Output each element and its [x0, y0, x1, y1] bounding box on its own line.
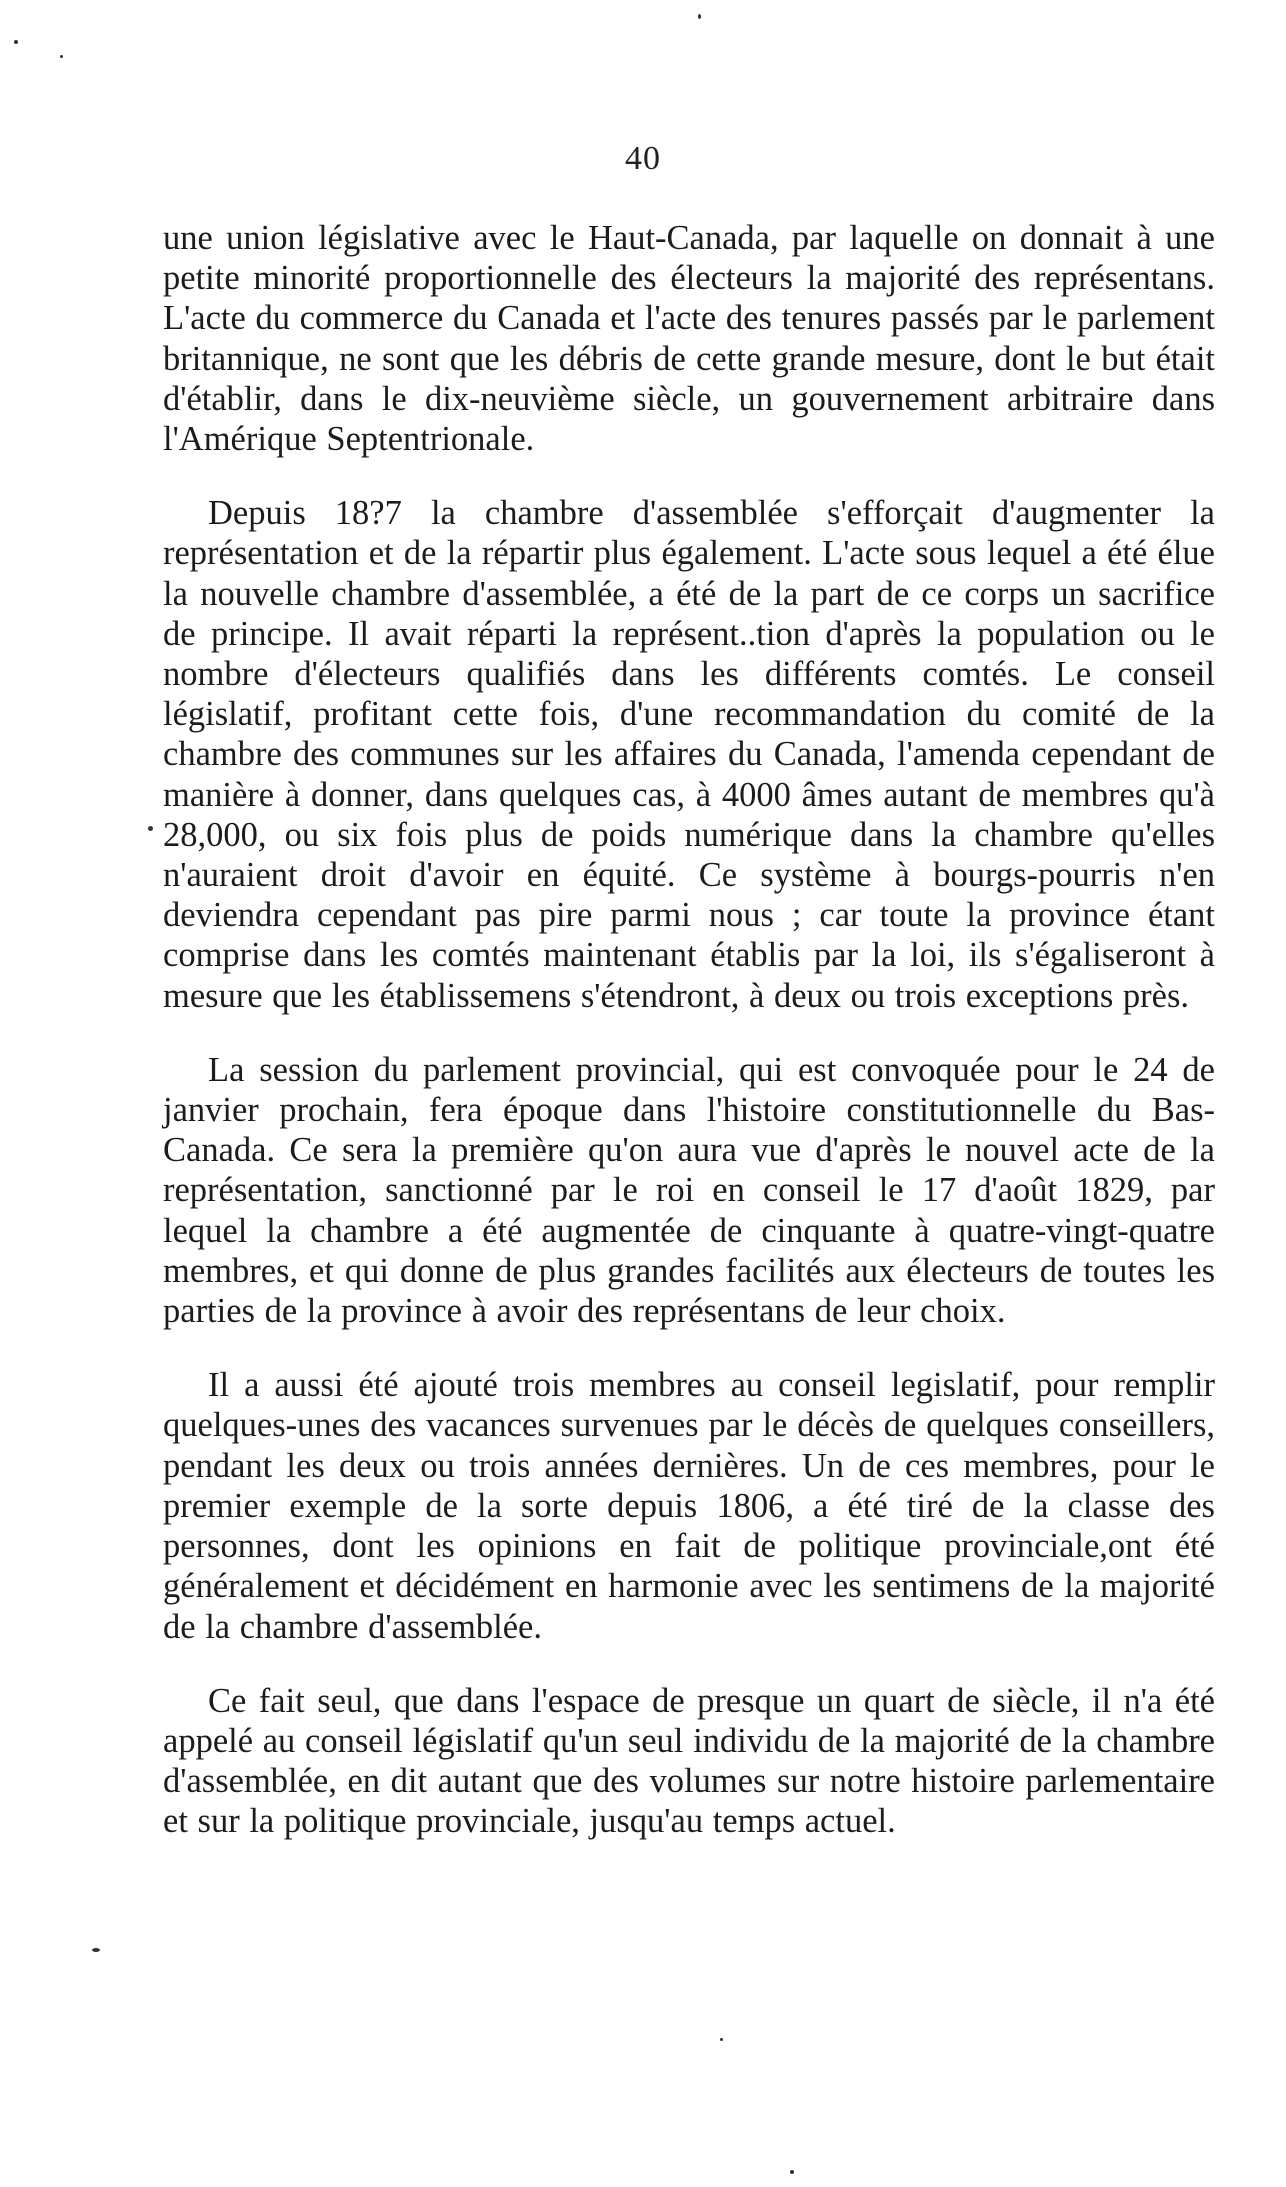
scan-speck [790, 2170, 794, 2174]
scan-speck [148, 826, 153, 831]
paragraph-3: La session du parlement provincial, qui est convoquée pour le 24 de janvier prochain, fera époque dans l'histoire constitutionnelle du Bas-Canada. Ce sera la première qu'on aura vue d'après le nouvel acte de la représentation, sanctionné par le roi en conseil le 17 d'août 1829, par lequel la chambre a été augmentée de cinquante à quatre-vingt-quatre membres, et qui donne de plus grandes facilités aux électeurs de toutes les parties de la province à avoir des représentans de leur choix. [163, 1050, 1215, 1331]
scan-speck [60, 55, 63, 58]
scan-speck [14, 40, 18, 44]
scan-speck [720, 2038, 723, 2041]
body-text [163, 218, 1215, 1876]
page-number: 40 [625, 140, 661, 177]
paragraph-2: Depuis 18?7 la chambre d'assemblée s'efforçait d'augmenter la représentation et de la répartir plus également. L'acte sous lequel a été élue la nouvelle chambre d'assemblée, a été de la part de ce corps un sacrifice de principe. Il avait réparti la représent..tion d'après la population ou le nombre d'électeurs qualifiés dans les différents comtés. Le conseil législatif, profitant cette fois, d'une recommandation du comité de la chambre des communes sur les affaires du Canada, l'amenda cependant de manière à donner, dans quelques cas, à 4000 âmes autant de membres qu'à 28,000, ou six fois plus de poids numérique dans la chambre qu'elles n'auraient droit d'avoir en équité. Ce système à bourgs-pourris n'en deviendra cependant pas pire parmi nous ; car toute la province étant comprise dans les comtés maintenant établis par la loi, ils s'égaliseront à mesure que les établissemens s'étendront, à deux ou trois exceptions près. [163, 494, 1215, 1015]
scan-speck [698, 14, 701, 19]
scan-speck [92, 1948, 100, 1952]
paragraph-5: Ce fait seul, que dans l'espace de presque un quart de siècle, il n'a été appelé au conseil législatif qu'un seul individu de la majorité de la chambre d'assemblée, en dit autant que des volumes sur notre histoire parlementaire et sur la politique provinciale, jusqu'au temps actuel. [163, 1681, 1215, 1841]
paragraph-1: une union législative avec le Haut-Canada, par laquelle on donnait à une petite minorité proportionnelle des électeurs la majorité des représentans. L'acte du commerce du Canada et l'acte des tenures passés par le parlement britannique, ne sont que les débris de cette grande mesure, dont le but était d'établir, dans le dix-neuvième siècle, un gouvernement arbitraire dans l'Amérique Septentrionale. [163, 219, 1215, 459]
paragraph-4: Il a aussi été ajouté trois membres au conseil legislatif, pour remplir quelques-unes des vacances survenues par le décès de quelques conseillers, pendant les deux ou trois années dernières. Un de ces membres, pour le premier exemple de la sorte depuis 1806, a été tiré de la classe des personnes, dont les opinions en fait de politique provinciale,ont été généralement et décidément en harmonie avec les sentimens de la majorité de la chambre d'assemblée. [163, 1366, 1215, 1646]
